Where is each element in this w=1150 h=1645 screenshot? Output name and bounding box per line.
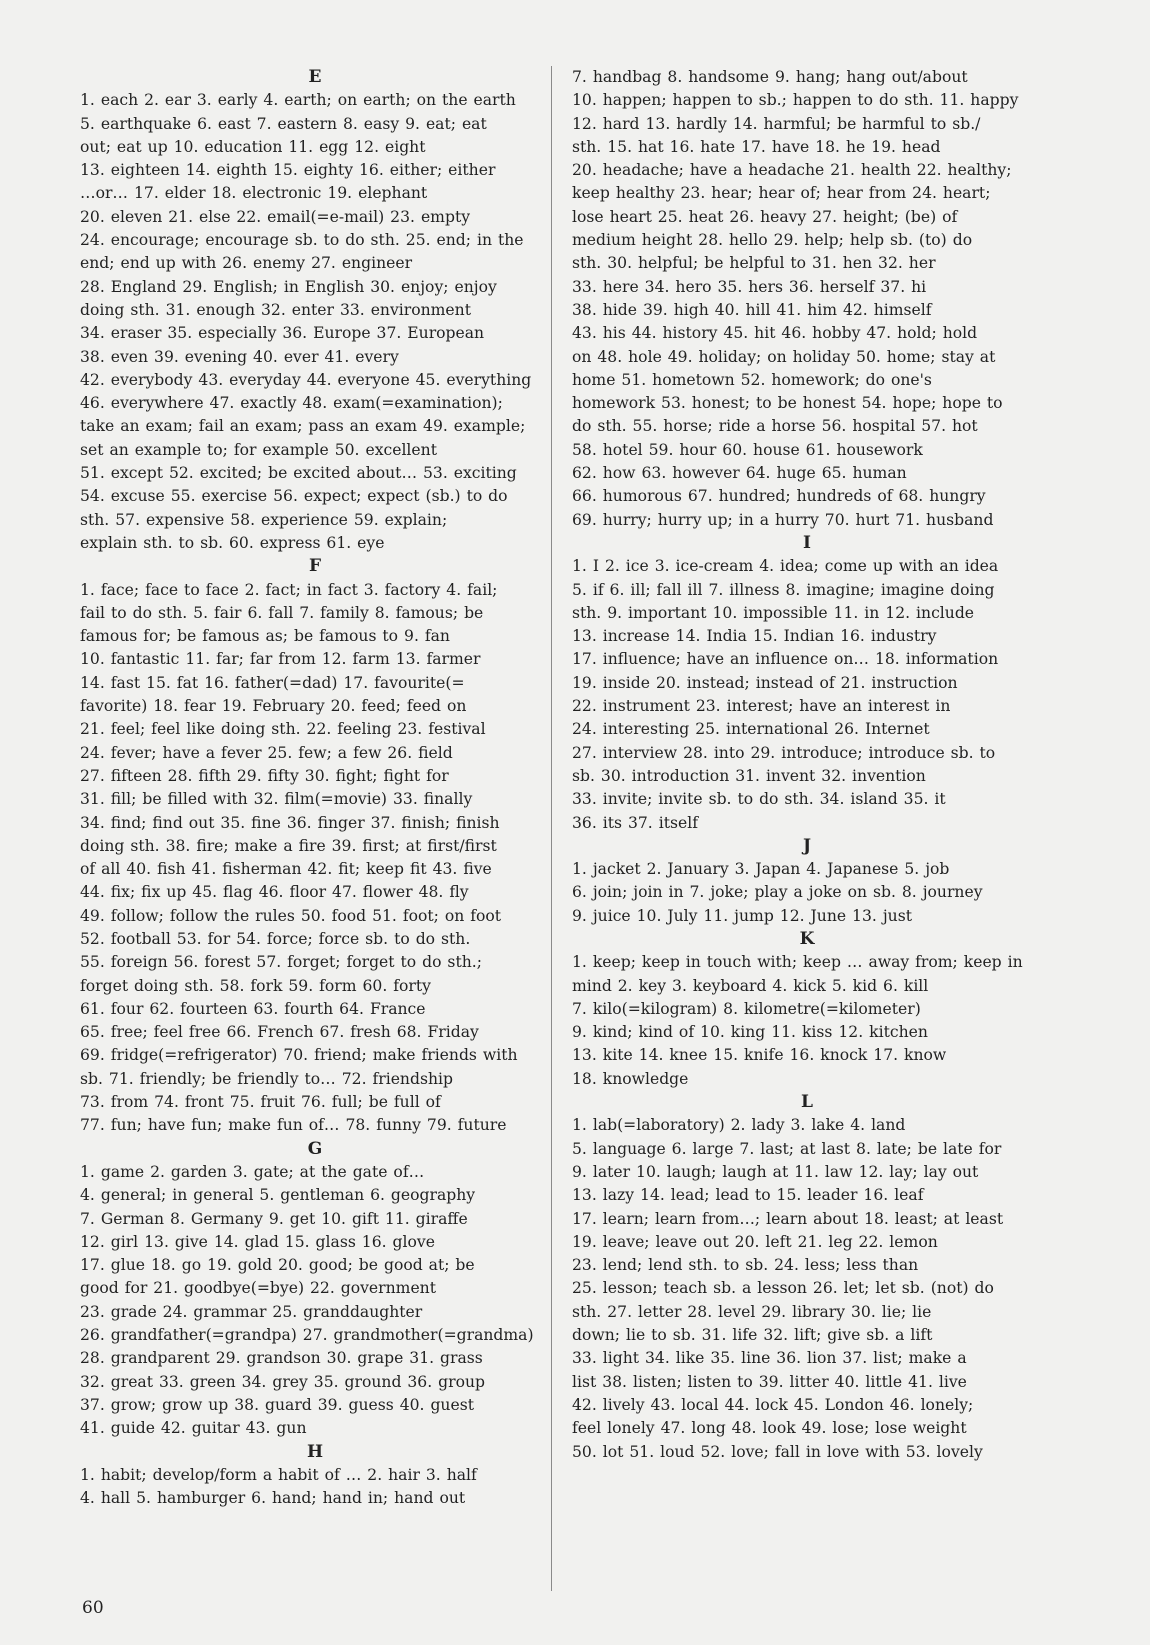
vocabulary-line: 6. join; join in 7. joke; play a joke on sb. 8. journey (572, 883, 983, 902)
vocabulary-line: 33. here 34. hero 35. hers 36. herself 37. hi (572, 277, 927, 296)
vocabulary-line: 1. keep; keep in touch with; keep … away from; keep in (572, 953, 1023, 972)
section-heading-g: G (307, 1138, 323, 1159)
page-number: 60 (82, 1598, 104, 1618)
vocabulary-line: forget doing sth. 58. fork 59. form 60. forty (80, 976, 431, 995)
vocabulary-line: 31. fill; be filled with 32. film(=movie) 33. finally (80, 790, 473, 809)
vocabulary-line: 19. leave; leave out 20. left 21. leg 22. lemon (572, 1232, 938, 1251)
vocabulary-line: …or… 17. elder 18. electronic 19. elephant (80, 184, 428, 203)
vocabulary-line: 18. knowledge (572, 1069, 689, 1088)
vocabulary-line: 1. lab(=laboratory) 2. lady 3. lake 4. land (572, 1116, 906, 1135)
vocabulary-line: 55. foreign 56. forest 57. forget; forget to do sth.; (80, 953, 482, 972)
vocabulary-line: 58. hotel 59. hour 60. house 61. housework (572, 440, 923, 459)
vocabulary-line: 12. hard 13. hardly 14. harmful; be harmful to sb./ (572, 114, 981, 133)
vocabulary-line: 37. grow; grow up 38. guard 39. guess 40. guest (80, 1395, 474, 1414)
column-divider (551, 66, 552, 1591)
vocabulary-line: 4. hall 5. hamburger 6. hand; hand in; hand out (80, 1489, 466, 1508)
vocabulary-line: 19. inside 20. instead; instead of 21. instruction (572, 673, 958, 692)
vocabulary-line: 20. headache; have a headache 21. health 22. healthy; (572, 161, 1012, 180)
vocabulary-line: 61. four 62. fourteen 63. fourth 64. France (80, 999, 426, 1018)
vocabulary-line: 73. from 74. front 75. fruit 76. full; be full of (80, 1093, 441, 1112)
vocabulary-line: 5. language 6. large 7. last; at last 8. late; be late for (572, 1139, 1002, 1158)
vocabulary-line: 17. glue 18. go 19. gold 20. good; be good at; be (80, 1256, 475, 1275)
vocabulary-line: doing sth. 31. enough 32. enter 33. environment (80, 300, 471, 319)
vocabulary-line: famous for; be famous as; be famous to 9. fan (80, 627, 450, 646)
vocabulary-line: 28. England 29. English; in English 30. enjoy; enjoy (80, 277, 497, 296)
vocabulary-line: 1. I 2. ice 3. ice-cream 4. idea; come up with an idea (572, 557, 999, 576)
vocabulary-line: 27. fifteen 28. fifth 29. fifty 30. fight; fight for (80, 766, 449, 785)
vocabulary-line: 1. jacket 2. January 3. Japan 4. Japanese 5. job (572, 860, 950, 879)
vocabulary-line: 77. fun; have fun; make fun of… 78. funny 79. future (80, 1116, 507, 1135)
vocabulary-line: 33. invite; invite sb. to do sth. 34. island 35. it (572, 790, 946, 809)
vocabulary-line: 69. hurry; hurry up; in a hurry 70. hurt 71. husband (572, 510, 994, 529)
vocabulary-line: 62. how 63. however 64. huge 65. human (572, 464, 907, 483)
vocabulary-line: 10. fantastic 11. far; far from 12. farm 13. farmer (80, 650, 481, 669)
vocabulary-line: do sth. 55. horse; ride a horse 56. hospital 57. hot (572, 417, 978, 436)
vocabulary-line: 22. instrument 23. interest; have an interest in (572, 697, 951, 716)
vocabulary-line: sth. 30. helpful; be helpful to 31. hen 32. her (572, 254, 936, 273)
vocabulary-line: on 48. hole 49. holiday; on holiday 50. home; stay at (572, 347, 996, 366)
vocabulary-line: 1. habit; develop/form a habit of … 2. hair 3. half (80, 1465, 477, 1484)
vocabulary-line: fail to do sth. 5. fair 6. fall 7. family 8. famous; be (80, 603, 484, 622)
vocabulary-line: sth. 57. expensive 58. experience 59. explain; (80, 510, 448, 529)
section-heading-f: F (308, 556, 322, 577)
section-heading-i: I (803, 532, 811, 553)
vocabulary-line: 50. lot 51. loud 52. love; fall in love with 53. lovely (572, 1442, 983, 1461)
vocabulary-line: 4. general; in general 5. gentleman 6. geography (80, 1186, 476, 1205)
vocabulary-line: keep healthy 23. hear; hear of; hear from 24. heart; (572, 184, 991, 203)
vocabulary-line: sth. 15. hat 16. hate 17. have 18. he 19. head (572, 137, 941, 156)
vocabulary-line: 54. excuse 55. exercise 56. expect; expect (sb.) to do (80, 487, 508, 506)
vocabulary-line: 10. happen; happen to sb.; happen to do sth. 11. happy (572, 91, 1019, 110)
vocabulary-line: 38. hide 39. high 40. hill 41. him 42. himself (572, 300, 932, 319)
vocabulary-line: feel lonely 47. long 48. look 49. lose; lose weight (572, 1419, 967, 1438)
vocabulary-line: 36. its 37. itself (572, 813, 698, 832)
vocabulary-line: down; lie to sb. 31. life 32. lift; give sb. a lift (572, 1326, 933, 1345)
vocabulary-line: set an example to; for example 50. excellent (80, 440, 437, 459)
vocabulary-line: 46. everywhere 47. exactly 48. exam(=examination); (80, 394, 503, 413)
vocabulary-line: 34. eraser 35. especially 36. Europe 37. European (80, 324, 485, 343)
vocabulary-line: out; eat up 10. education 11. egg 12. eight (80, 137, 426, 156)
vocabulary-line: 32. great 33. green 34. grey 35. ground 36. group (80, 1372, 485, 1391)
vocabulary-line: 17. learn; learn from…; learn about 18. least; at least (572, 1209, 1004, 1228)
vocabulary-line: sth. 9. important 10. impossible 11. in 12. include (572, 603, 975, 622)
vocabulary-line: 66. humorous 67. hundred; hundreds of 68. hungry (572, 487, 986, 506)
vocabulary-line: home 51. hometown 52. homework; do one's (572, 370, 932, 389)
vocabulary-line: doing sth. 38. fire; make a fire 39. first; at first/first (80, 836, 497, 855)
vocabulary-line: 27. interview 28. into 29. introduce; introduce sb. to (572, 743, 996, 762)
vocabulary-line: 1. game 2. garden 3. gate; at the gate of… (80, 1162, 425, 1181)
vocabulary-line: 69. fridge(=refrigerator) 70. friend; make friends with (80, 1046, 518, 1065)
right-column (572, 66, 1042, 1464)
vocabulary-line: 17. influence; have an influence on… 18. information (572, 650, 999, 669)
vocabulary-line: favorite) 18. fear 19. February 20. feed; feed on (80, 697, 467, 716)
vocabulary-line: 13. eighteen 14. eighth 15. eighty 16. either; either (80, 161, 496, 180)
vocabulary-line: 13. kite 14. knee 15. knife 16. knock 17. know (572, 1046, 947, 1065)
vocabulary-line: 44. fix; fix up 45. flag 46. floor 47. flower 48. fly (80, 883, 469, 902)
vocabulary-line: 23. grade 24. grammar 25. granddaughter (80, 1302, 423, 1321)
vocabulary-line: good for 21. goodbye(=bye) 22. government (80, 1279, 436, 1298)
vocabulary-line: 7. German 8. Germany 9. get 10. gift 11. giraffe (80, 1209, 468, 1228)
vocabulary-line: 9. juice 10. July 11. jump 12. June 13. just (572, 906, 912, 925)
vocabulary-line: 5. if 6. ill; fall ill 7. illness 8. imagine; imagine doing (572, 580, 995, 599)
vocabulary-line: medium height 28. hello 29. help; help sb. (to) do (572, 231, 973, 250)
vocabulary-line: 42. lively 43. local 44. lock 45. London 46. lonely; (572, 1395, 974, 1414)
vocabulary-line: 9. later 10. laugh; laugh at 11. law 12. lay; lay out (572, 1162, 979, 1181)
vocabulary-line: of all 40. fish 41. fisherman 42. fit; keep fit 43. five (80, 860, 492, 879)
vocabulary-line: 41. guide 42. guitar 43. gun (80, 1419, 307, 1438)
vocabulary-line: 21. feel; feel like doing sth. 22. feeling 23. festival (80, 720, 486, 739)
section-heading-e: E (308, 67, 322, 87)
vocabulary-line: explain sth. to sb. 60. express 61. eye (80, 533, 385, 552)
vocabulary-line: 38. even 39. evening 40. ever 41. every (80, 347, 399, 366)
vocabulary-line: 1. each 2. ear 3. early 4. earth; on earth; on the earth (80, 91, 516, 110)
vocabulary-line: list 38. listen; listen to 39. litter 40. little 41. live (572, 1372, 967, 1391)
section-heading-k: K (799, 928, 815, 949)
vocabulary-line: lose heart 25. heat 26. heavy 27. height; (be) of (572, 207, 958, 226)
vocabulary-line: 49. follow; follow the rules 50. food 51. foot; on foot (80, 906, 502, 925)
vocabulary-line: 5. earthquake 6. east 7. eastern 8. easy 9. eat; eat (80, 114, 487, 133)
vocabulary-line: 26. grandfather(=grandpa) 27. grandmother(=grandma) (80, 1326, 534, 1345)
vocabulary-line: 28. grandparent 29. grandson 30. grape 31. grass (80, 1349, 483, 1368)
vocabulary-line: 20. eleven 21. else 22. email(=e-mail) 23. empty (80, 207, 471, 226)
section-heading-j: J (802, 835, 812, 856)
vocabulary-line: 65. free; feel free 66. French 67. fresh 68. Friday (80, 1023, 479, 1042)
section-heading-h: H (306, 1441, 324, 1462)
vocabulary-line: 1. face; face to face 2. fact; in fact 3. factory 4. fail; (80, 580, 498, 599)
vocabulary-line: 13. lazy 14. lead; lead to 15. leader 16. leaf (572, 1186, 924, 1205)
vocabulary-line: mind 2. key 3. keyboard 4. kick 5. kid 6. kill (572, 976, 929, 995)
vocabulary-line: 51. except 52. excited; be excited about… 53. exciting (80, 464, 517, 483)
vocabulary-line: 25. lesson; teach sb. a lesson 26. let; let sb. (not) do (572, 1279, 994, 1298)
vocabulary-line: take an exam; fail an exam; pass an exam 49. example; (80, 417, 526, 436)
vocabulary-line: 33. light 34. like 35. line 36. lion 37. list; make a (572, 1349, 967, 1368)
vocabulary-line: end; end up with 26. enemy 27. engineer (80, 254, 413, 273)
vocabulary-line: 12. girl 13. give 14. glad 15. glass 16. glove (80, 1232, 435, 1251)
vocabulary-line: 14. fast 15. fat 16. father(=dad) 17. favourite(= (80, 673, 465, 692)
vocabulary-line: sth. 27. letter 28. level 29. library 30. lie; lie (572, 1302, 932, 1321)
vocabulary-line: 52. football 53. for 54. force; force sb. to do sth. (80, 929, 471, 948)
vocabulary-line: 13. increase 14. India 15. Indian 16. industry (572, 627, 937, 646)
vocabulary-line: 43. his 44. history 45. hit 46. hobby 47. hold; hold (572, 324, 978, 343)
vocabulary-line: sb. 30. introduction 31. invent 32. invention (572, 766, 926, 785)
vocabulary-line: 42. everybody 43. everyday 44. everyone 45. everything (80, 370, 532, 389)
vocabulary-line: 24. fever; have a fever 25. few; a few 26. field (80, 743, 453, 762)
vocabulary-line: 24. interesting 25. international 26. Internet (572, 720, 930, 739)
vocabulary-line: 9. kind; kind of 10. king 11. kiss 12. kitchen (572, 1023, 928, 1042)
vocabulary-line: homework 53. honest; to be honest 54. hope; hope to (572, 394, 1003, 413)
vocabulary-line: 34. find; find out 35. fine 36. finger 37. finish; finish (80, 813, 500, 832)
left-column (80, 66, 550, 1510)
vocabulary-line: 7. handbag 8. handsome 9. hang; hang out/about (572, 68, 968, 86)
vocabulary-line: sb. 71. friendly; be friendly to… 72. friendship (80, 1069, 453, 1088)
vocabulary-line: 24. encourage; encourage sb. to do sth. 25. end; in the (80, 231, 524, 250)
vocabulary-line: 23. lend; lend sth. to sb. 24. less; less than (572, 1256, 919, 1275)
vocabulary-line: 7. kilo(=kilogram) 8. kilometre(=kilometer) (572, 999, 921, 1018)
section-heading-l: L (801, 1092, 813, 1113)
